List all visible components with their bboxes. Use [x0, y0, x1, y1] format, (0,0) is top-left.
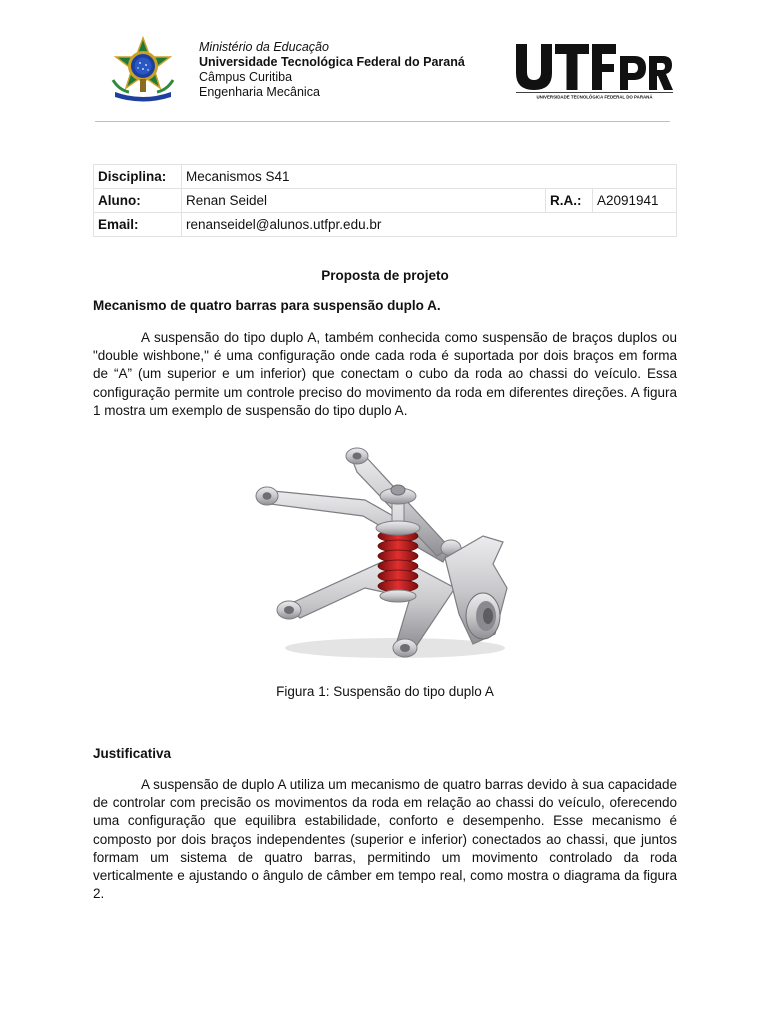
justification-paragraph: A suspensão de duplo A utiliza um mecanismo de quatro barras devido à sua capacidade de controlar com precisão os movimentos da roda em relação ao chassi do veículo, oferecendo uma configuração que equilibra estabilidade, conforto e desempenho. Esse mecanismo é composto por dois braços independentes (superior e inferior) conectados ao chassi, que juntos formam um sistema de quatro barras, permitindo um movimento controlado da roda verticalmente e ajustando o ângulo de câmber em tempo real, como mostra o diagrama da figura 2.: [93, 777, 677, 902]
student-info-table: [93, 164, 677, 237]
table-row: [94, 189, 677, 213]
section-heading: Justificativa: [93, 746, 172, 761]
student-value: Renan Seidel: [182, 189, 546, 213]
document-title: Proposta de projeto: [321, 268, 449, 283]
intro-paragraph: A suspensão do tipo duplo A, também conhecida como suspensão de braços duplos ou "double wishbone," é uma configuração onde cada roda é suportada por dois braços em forma de “A” (um superior e um inferior) que conectam o cubo da roda ao chassi do veículo. Essa configuração permite um controle preciso do movimento da roda em diferentes direções. A figura 1 mostra um exemplo de suspensão do tipo duplo A.: [93, 330, 677, 418]
department-name: Engenharia Mecânica: [199, 85, 320, 99]
svg-text:UNIVERSIDADE TECNOLÓGICA FEDER: UNIVERSIDADE TECNOLÓGICA FEDERAL DO PARANÁ: [536, 94, 653, 100]
ra-label: R.A.:: [546, 189, 593, 213]
table-row: [94, 213, 677, 237]
ministry-name: Ministério da Educação: [199, 40, 329, 54]
suspension-figure: [245, 438, 515, 666]
discipline-value: Mecanismos S41: [182, 165, 677, 189]
university-name: Universidade Tecnológica Federal do Paraná: [199, 55, 465, 69]
utfpr-logo: [512, 40, 674, 100]
brazil-coat-of-arms-icon: [109, 36, 177, 102]
campus-name: Câmpus Curitiba: [199, 70, 293, 84]
figure-caption: Figura 1: Suspensão do tipo duplo A: [276, 684, 494, 699]
discipline-label: Disciplina:: [94, 165, 182, 189]
email-label: Email:: [94, 213, 182, 237]
document-subtitle: Mecanismo de quatro barras para suspensão duplo A.: [93, 298, 441, 313]
email-value: renanseidel@alunos.utfpr.edu.br: [182, 213, 677, 237]
institution-block: [199, 40, 465, 100]
header-divider: [95, 121, 670, 122]
student-label: Aluno:: [94, 189, 182, 213]
table-row: [94, 165, 677, 189]
ra-value: A2091941: [593, 189, 677, 213]
